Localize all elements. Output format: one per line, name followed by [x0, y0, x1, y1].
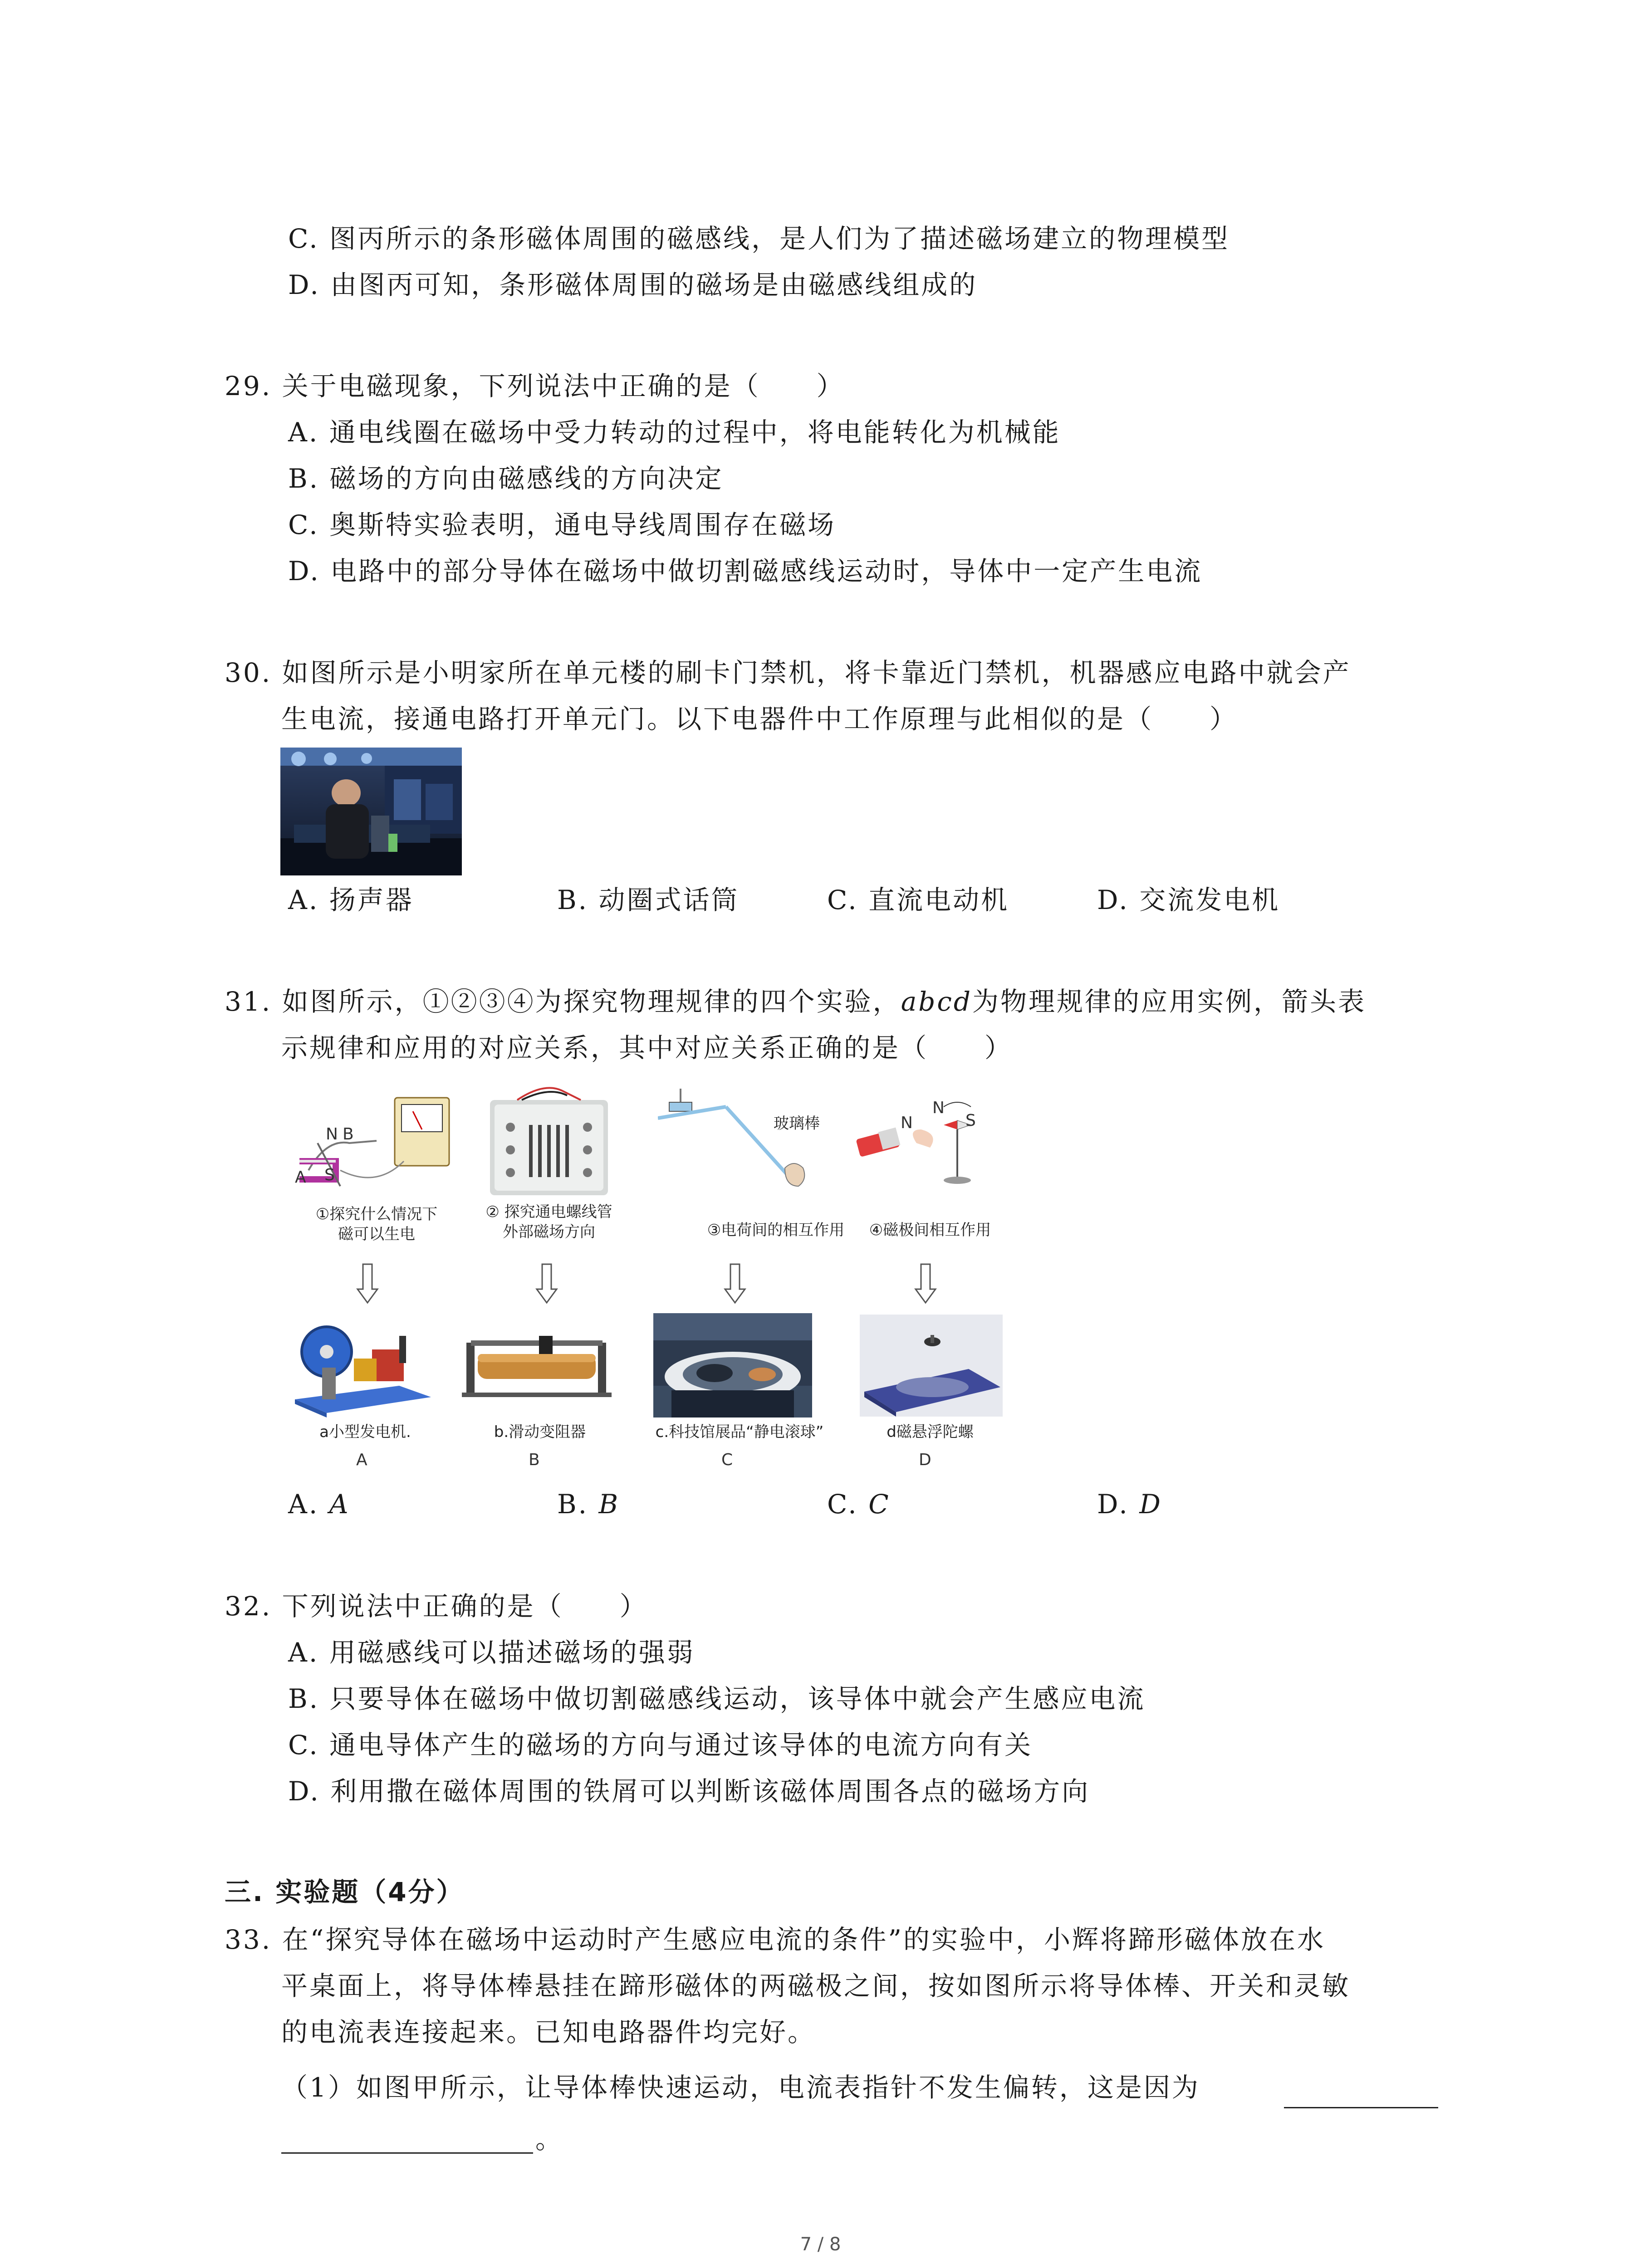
experiment-2-caption: ② 探究通电螺线管 外部磁场方向: [485, 1203, 612, 1241]
q32-option-d: D. 利用撒在磁体周围的铁屑可以判断该磁体周围各点的磁场方向: [288, 1776, 1090, 1807]
experiment-3-figure: [658, 1086, 830, 1191]
down-arrow-icon: [535, 1263, 558, 1304]
q32-option-b: B. 只要导体在磁场中做切割磁感线运动，该导体中就会产生感应电流: [288, 1683, 1146, 1714]
q31-option-b: B. B: [557, 1489, 620, 1520]
answer-blank-1[interactable]: [1284, 2107, 1438, 2108]
south-pole-label: S: [324, 1166, 335, 1184]
compass-north-label: N: [932, 1099, 945, 1117]
small-generator-photo: [286, 1318, 436, 1418]
experiment-1-caption: ①探究什么情况下 磁可以生电: [315, 1205, 438, 1243]
q31-stem-line2: 示规律和应用的对应关系，其中对应关系正确的是（ ）: [281, 1032, 1013, 1063]
q32-option-a: A. 用磁感线可以描述磁场的强弱: [288, 1637, 695, 1668]
q30-option-d: D. 交流发电机: [1097, 885, 1280, 915]
arrow-letter-a: A: [356, 1451, 367, 1469]
q29-option-b: B. 磁场的方向由磁感线的方向决定: [288, 463, 724, 494]
compass-south-label: S: [965, 1111, 976, 1130]
magnet-north-label: N: [901, 1114, 913, 1132]
arrow-letter-c: C: [721, 1451, 733, 1469]
q29-stem: 29. 关于电磁现象，下列说法中正确的是（ ）: [225, 371, 845, 401]
q30-option-b: B. 动圈式话筒: [557, 885, 740, 915]
q31-option-c: C. C: [827, 1489, 891, 1520]
q30-option-c: C. 直流电动机: [827, 885, 1009, 915]
application-b-caption: b.滑动变阻器: [494, 1423, 586, 1441]
experiment-1-figure: [290, 1089, 463, 1202]
q33-line2: 平桌面上，将导体棒悬挂在蹄形磁体的两磁极之间，按如图所示将导体棒、开关和灵敏: [281, 1970, 1351, 2001]
q29-option-c: C. 奥斯特实验表明，通电导线周围存在磁场: [288, 509, 836, 540]
page-number: 7 / 8: [800, 2234, 841, 2255]
q30-option-a: A. 扬声器: [288, 885, 414, 915]
application-a-caption: a小型发电机.: [319, 1423, 411, 1441]
experiment-2-figure: [490, 1082, 608, 1195]
q30-stem-line1: 30. 如图所示是小明家所在单元楼的刷卡门禁机，将卡靠近门禁机，机器感应电路中就会产: [225, 657, 1351, 688]
q29-option-d: D. 电路中的部分导体在磁场中做切割磁感线运动时，导体中一定产生电流: [288, 556, 1203, 587]
glass-rod-label: 玻璃棒: [774, 1114, 820, 1133]
experiment-3-caption: ③电荷间的相互作用: [707, 1221, 845, 1239]
q32-stem: 32. 下列说法中正确的是（ ）: [225, 1591, 648, 1622]
down-arrow-icon: [914, 1263, 937, 1304]
section-heading: 三. 实验题（4分）: [225, 1877, 465, 1907]
q33-line3: 的电流表连接起来。已知电路器件均完好。: [281, 2017, 816, 2048]
arrow-letter-b: B: [529, 1451, 540, 1469]
q31-stem-line1: 31. 如图所示，①②③④为探究物理规律的四个实验，abcd为物理规律的应用实例，箭头表: [225, 986, 1367, 1017]
q28-option-c: C. 图丙所示的条形磁体周围的磁感线，是人们为了描述磁场建立的物理模型: [288, 223, 1230, 254]
experiment-4-figure: [853, 1093, 998, 1188]
down-arrow-icon: [724, 1263, 746, 1304]
q31-option-a: A. A: [288, 1489, 350, 1520]
experiment-4-caption: ④磁极间相互作用: [869, 1221, 991, 1239]
q28-option-d: D. 由图丙可知，条形磁体周围的磁场是由磁感线组成的: [288, 269, 978, 300]
application-d-caption: d磁悬浮陀螺: [887, 1423, 974, 1441]
point-a-label: A: [295, 1168, 306, 1187]
answer-blank-2[interactable]: [281, 2152, 533, 2154]
q33-line1: 33. 在“探究导体在磁场中运动时产生感应电流的条件”的实验中，小辉将蹄形磁体放在水: [225, 1924, 1325, 1955]
application-c-caption: c.科技馆展品“静电滚球”: [655, 1423, 824, 1441]
maglev-top-photo: [860, 1315, 1003, 1417]
card-reader-photo: [280, 748, 462, 875]
q33-period: 。: [535, 2124, 564, 2155]
q33-sub1: （1）如图甲所示，让导体棒快速运动，电流表指针不发生偏转，这是因为: [281, 2072, 1200, 2103]
arrow-letter-d: D: [919, 1451, 931, 1469]
q29-option-a: A. 通电线圈在磁场中受力转动的过程中，将电能转化为机械能: [288, 417, 1061, 448]
north-pole-label: N: [326, 1125, 338, 1144]
electrostatic-ball-exhibit-photo: [653, 1313, 812, 1418]
q32-option-c: C. 通电导体产生的磁场的方向与通过该导体的电流方向有关: [288, 1730, 1033, 1760]
point-b-label: B: [343, 1125, 354, 1144]
q30-stem-line2: 生电流，接通电路打开单元门。以下电器件中工作原理与此相似的是（ ）: [281, 704, 1238, 734]
q31-option-d: D. D: [1097, 1489, 1162, 1520]
down-arrow-icon: [356, 1263, 379, 1304]
sliding-rheostat-photo: [462, 1331, 612, 1399]
